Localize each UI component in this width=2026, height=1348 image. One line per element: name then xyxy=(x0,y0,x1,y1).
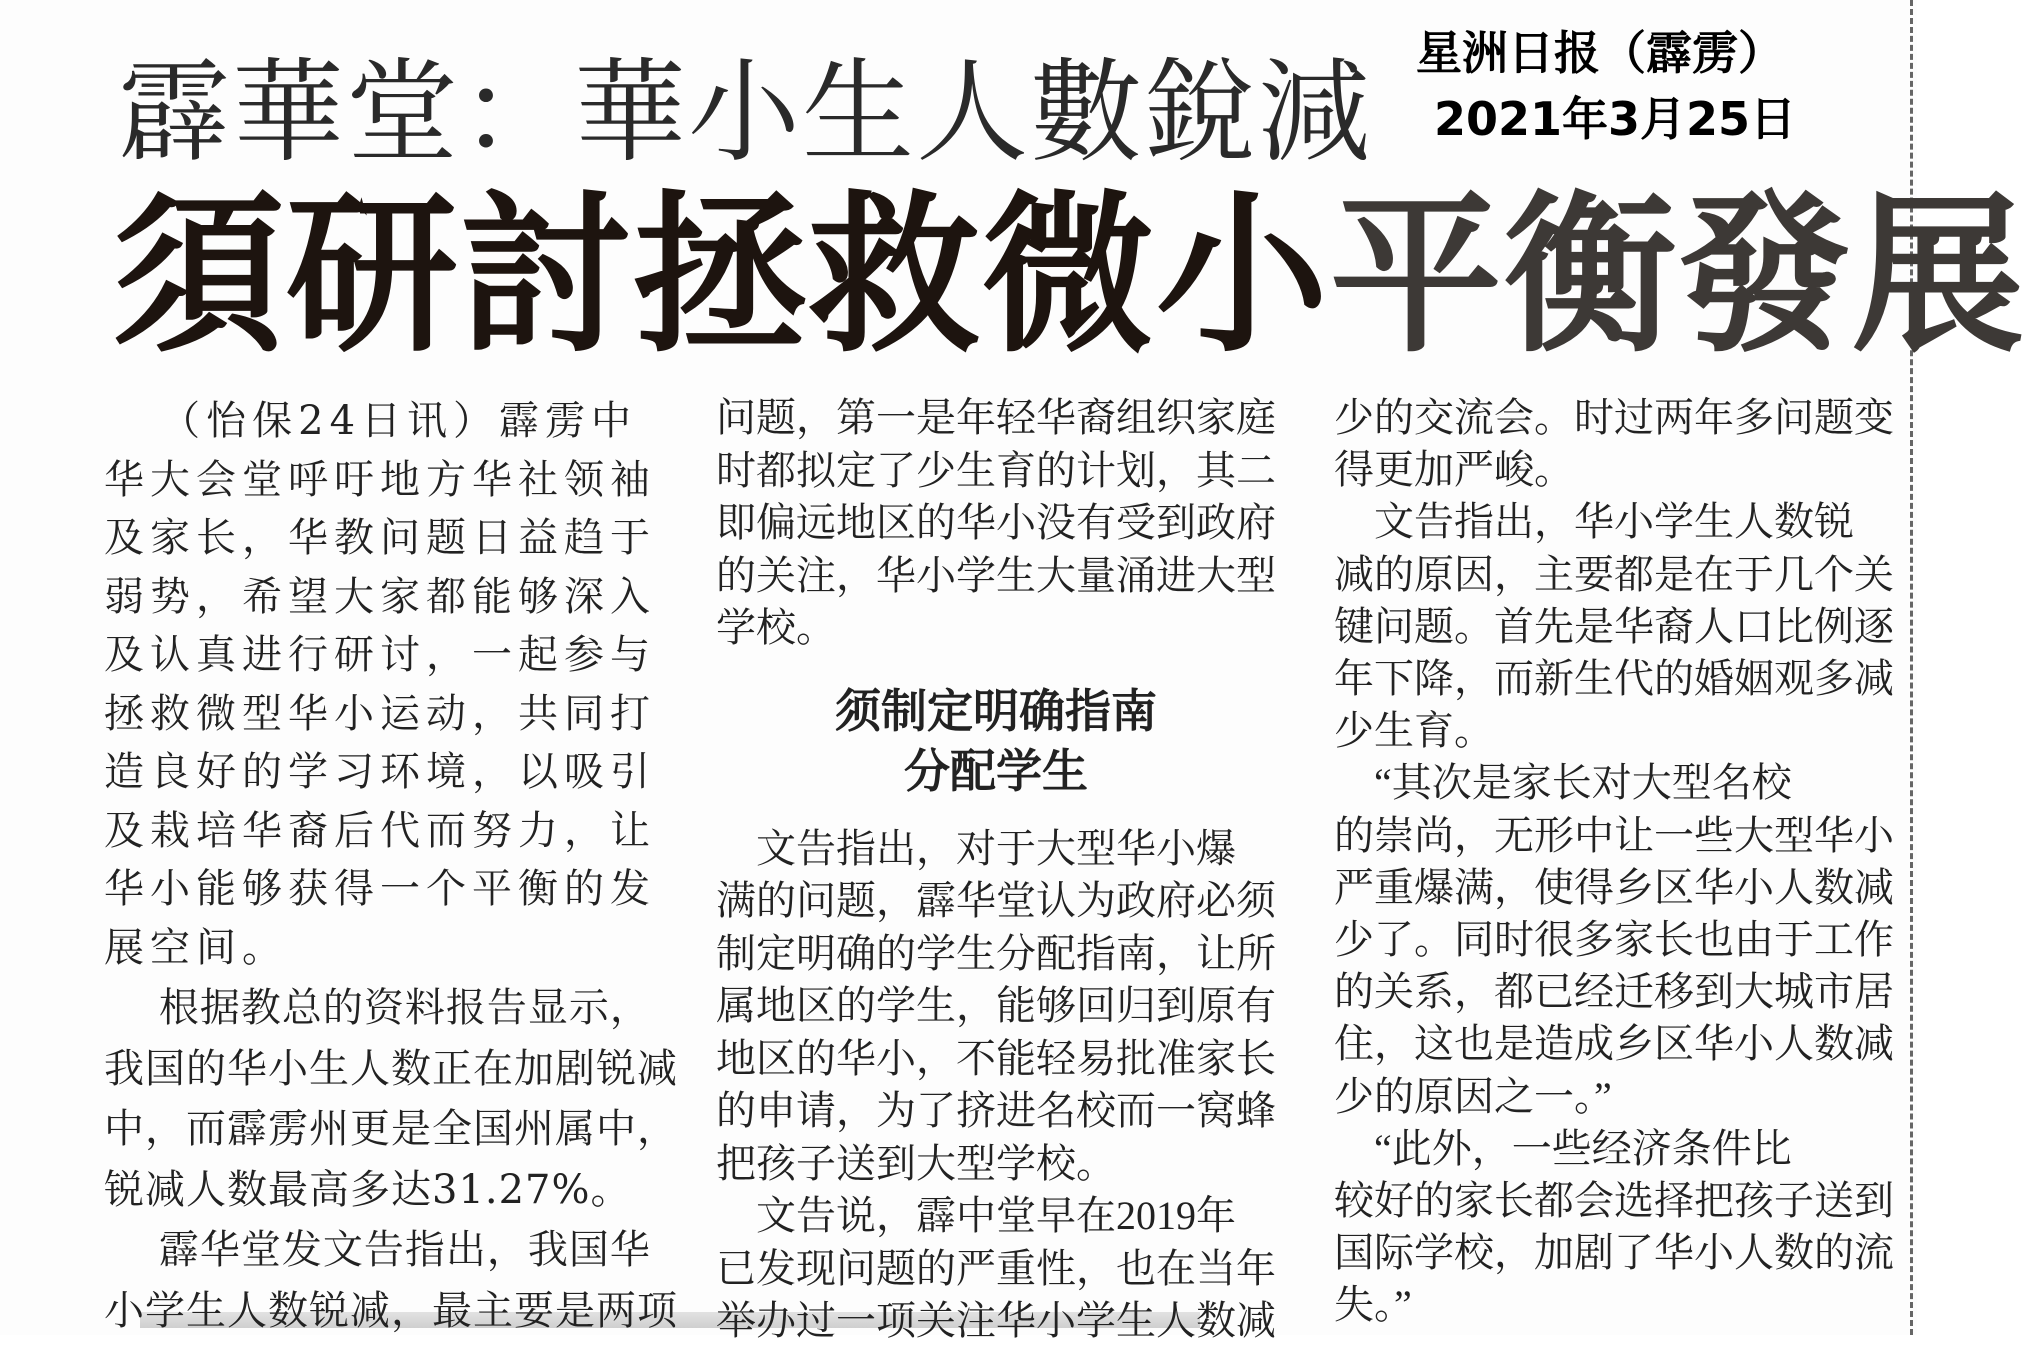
text-line: 属地区的学生，能够回归到原有 xyxy=(716,983,1276,1028)
text-line: 较好的家长都会选择把孩子送到 xyxy=(1334,1178,1894,1224)
text-line: 华小能够获得一个平衡的发 xyxy=(104,866,656,912)
text-line: 的关系，都已经迁移到大城市居 xyxy=(1334,969,1894,1015)
text-line: 及家长，华教问题日益趋于 xyxy=(104,515,656,561)
main-headline-part1: 須研討拯救微小 xyxy=(112,175,1330,376)
text-line: 文告说，霹中堂早在2019年 xyxy=(716,1193,1236,1238)
text-line: 华大会堂呼吁地方华社领袖 xyxy=(104,456,656,503)
text-line: 把孩子送到大型学校。 xyxy=(716,1140,1116,1186)
section-subheading xyxy=(716,681,1276,801)
text-line: 键问题。首先是华裔人口比例逐 xyxy=(1334,603,1894,649)
text-line: 小学生人数锐减，最主要是两项 xyxy=(104,1287,678,1334)
subheading-line: 须制定明确指南 xyxy=(835,683,1157,738)
text-line: 时都拟定了少生育的计划，其二 xyxy=(716,447,1276,493)
text-line: （怡保24日讯）霹雳中 xyxy=(104,398,638,444)
article-column-3 xyxy=(1334,392,1904,1332)
text-line: 制定明确的学生分配指南，让所 xyxy=(716,930,1276,976)
text-line: 中，而霹雳州更是全国州属中， xyxy=(104,1106,678,1152)
text-line: 减的原因，主要都是在于几个关 xyxy=(1334,551,1894,597)
text-line: 及认真进行研讨，一起参与 xyxy=(104,632,656,678)
text-line: 满的问题，霹华堂认为政府必须 xyxy=(716,878,1276,923)
text-line: 的关注，华小学生大量涌进大型 xyxy=(716,552,1276,598)
text-line: 国际学校，加剧了华小人数的流 xyxy=(1334,1230,1894,1276)
newspaper-name: 星洲日报（霹雳） xyxy=(1416,26,1784,80)
text-line: 举办过一项关注华小学生人数减 xyxy=(716,1298,1276,1343)
text-line: 少的交流会。时过两年多问题变 xyxy=(1334,395,1894,440)
main-headline-part2: 平衡發展 xyxy=(1330,175,2026,376)
text-line: 地区的华小，不能轻易批准家长 xyxy=(716,1035,1276,1081)
text-line: 拯救微型华小运动，共同打 xyxy=(104,690,656,737)
text-line: 的申请，为了挤进名校而一窝蜂 xyxy=(716,1088,1276,1133)
text-line: 文告指出，对于大型华小爆 xyxy=(716,825,1236,871)
subheading-line: 分配学生 xyxy=(904,743,1088,798)
text-line: 得更加严峻。 xyxy=(1334,447,1574,493)
text-line: 失。” xyxy=(1334,1282,1412,1328)
text-line: 根据教总的资料报告显示， xyxy=(104,985,651,1031)
text-line: 学校。 xyxy=(716,605,836,650)
text-line: 弱势，希望大家都能够深入 xyxy=(104,573,656,620)
text-line: 已发现问题的严重性，也在当年 xyxy=(716,1245,1276,1291)
text-line: 少的原因之一。” xyxy=(1334,1073,1612,1119)
text-line: 我国的华小生人数正在加剧锐减 xyxy=(104,1045,678,1092)
article-column-2 xyxy=(716,392,1276,1348)
main-headline xyxy=(112,176,2026,376)
text-line: 少生育。 xyxy=(1334,708,1494,754)
text-line: 的崇尚，无形中让一些大型华小 xyxy=(1334,812,1894,858)
text-line: 造良好的学习环境，以吸引 xyxy=(104,749,656,795)
text-line: “其次是家长对大型名校 xyxy=(1334,760,1792,806)
masthead xyxy=(1380,22,1820,150)
text-line: 严重爆满，使得乡区华小人数减 xyxy=(1334,864,1894,910)
text-line: “此外，一些经济条件比 xyxy=(1334,1125,1792,1171)
text-line: 即偏远地区的华小没有受到政府 xyxy=(716,500,1276,545)
text-line: 展空间。 xyxy=(104,924,288,971)
text-line: 问题，第一是年轻华裔组织家庭 xyxy=(716,395,1276,440)
text-line: 锐减人数最高多达31.27%。 xyxy=(104,1166,632,1213)
text-line: 年下降，而新生代的婚姻观多减 xyxy=(1334,656,1894,702)
article-column-1 xyxy=(104,392,678,1340)
text-line: 住，这也是造成乡区华小人数减 xyxy=(1334,1021,1894,1067)
text-line: 文告指出，华小学生人数锐 xyxy=(1334,499,1854,545)
publication-date: 2021年3月25日 xyxy=(1433,92,1797,146)
text-line: 少了。同时很多家长也由于工作 xyxy=(1334,917,1894,963)
text-line: 霹华堂发文告指出，我国华 xyxy=(104,1227,651,1273)
text-line: 及栽培华裔后代而努力，让 xyxy=(104,807,656,854)
kicker-headline: 霹華堂：華小生人數銳減 xyxy=(118,48,1372,178)
